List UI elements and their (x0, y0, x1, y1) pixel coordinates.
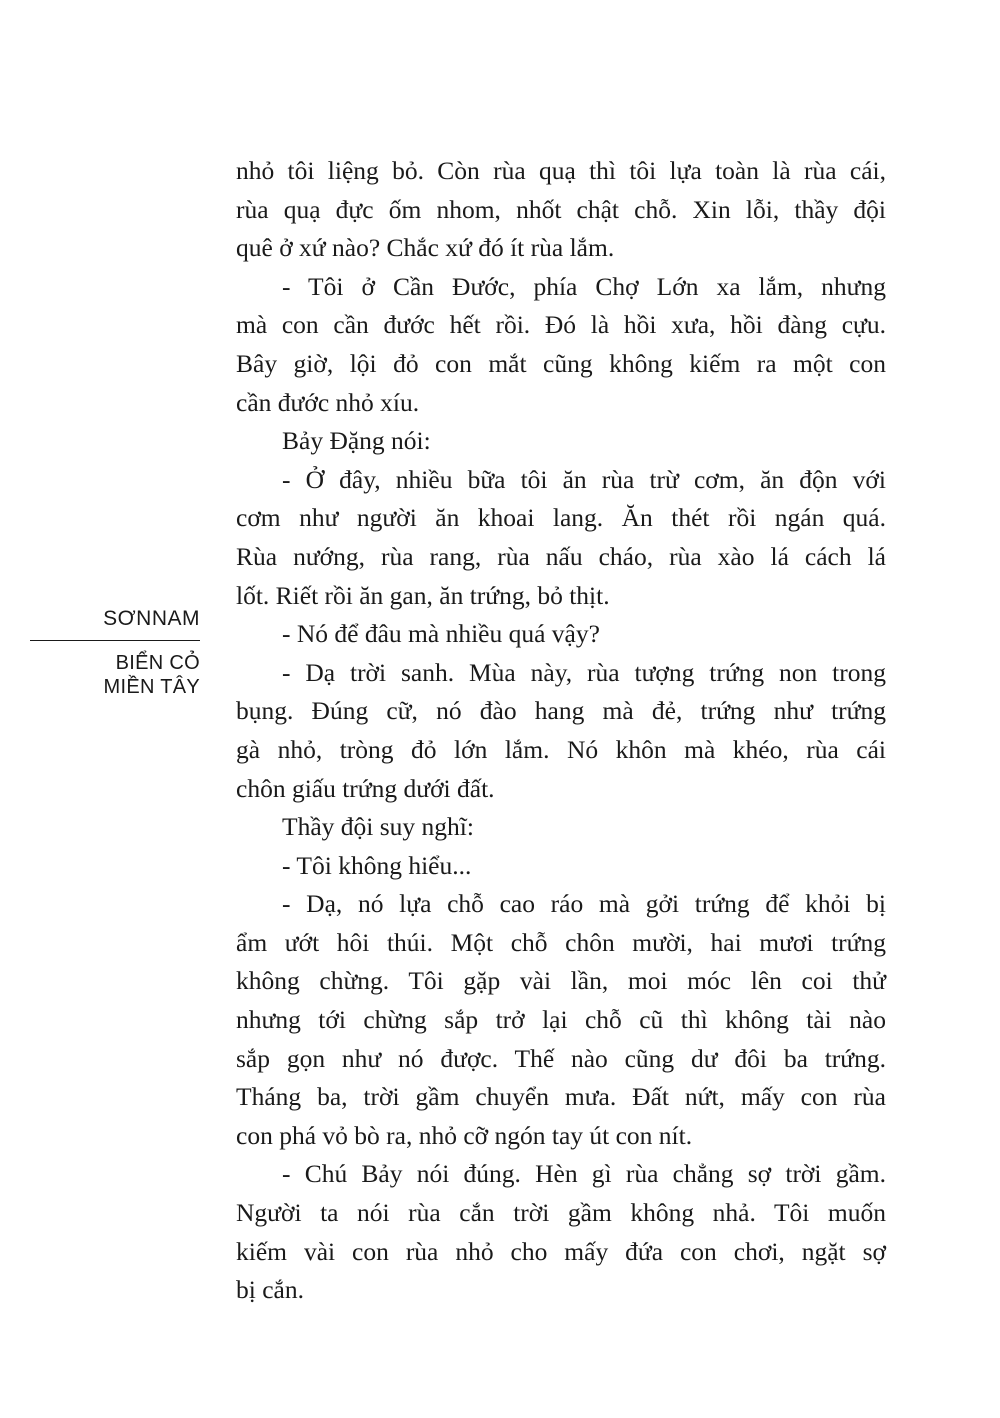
page-body-text (236, 152, 886, 1310)
book-title-line-1: BIỂN CỎ (115, 652, 200, 674)
text-line: nhưng tới chừng sắp trở lại chỗ cũ thì không tài nào (236, 1005, 886, 1035)
text-line: quê ở xứ nào? Chắc xứ đó ít rùa lắm. (236, 233, 615, 263)
text-line: nhỏ tôi liệng bỏ. Còn rùa quạ thì tôi lựa toàn là rùa cái, (236, 156, 886, 185)
text-line: - Tôi không hiểu... (282, 850, 472, 880)
text-line: không chừng. Tôi gặp vài lần, moi móc lên coi thử (236, 966, 886, 996)
text-line: sắp gọn như nó được. Thế nào cũng dư đôi ba trứng. (236, 1043, 886, 1073)
text-line: Tháng ba, trời gầm chuyển mưa. Đất nứt, mấy con rùa (236, 1082, 886, 1112)
text-line: con phá vỏ bò ra, nhỏ cỡ ngón tay út con nít. (236, 1120, 693, 1150)
text-line: - Tôi ở Cần Đước, phía Chợ Lớn xa lắm, nhưng (282, 271, 886, 301)
text-line: - Nó để đâu mà nhiều quá vậy? (282, 619, 600, 649)
text-line: gà nhỏ, tròng đỏ lớn lắm. Nó khôn mà khéo, rùa cái (236, 734, 886, 764)
book-title (30, 641, 200, 699)
text-line: - Dạ trời sanh. Mùa này, rùa tượng trứng non trong (282, 657, 886, 687)
text-line: bị cắn. (236, 1275, 304, 1305)
text-line: - Dạ, nó lựa chỗ cao ráo mà gởi trứng để khỏi bị (282, 889, 886, 919)
text-line: Bảy Đặng nói: (282, 426, 431, 456)
text-line: lốt. Riết rồi ăn gan, ăn trứng, bỏ thịt. (236, 580, 610, 610)
text-line: kiếm vài con rùa nhỏ cho mấy đứa con chơi, ngặt sợ (236, 1236, 886, 1266)
text-line: ẩm ướt hôi thúi. Một chỗ chôn mười, hai mươi trứng (236, 927, 886, 957)
text-line: rùa quạ đực ốm nhom, nhốt chật chỗ. Xin lỗi, thầy đội (236, 194, 886, 224)
text-line: mà con cần đước hết rồi. Đó là hồi xưa, hồi đàng cựu. (236, 310, 886, 340)
text-line: cần đước nhỏ xíu. (236, 387, 420, 417)
author-name: SƠNNAM (103, 607, 200, 630)
text-line: - Ở đây, nhiều bữa tôi ăn rùa trừ cơm, ăn độn với (282, 464, 886, 494)
text-line: Rùa nướng, rùa rang, rùa nấu cháo, rùa xào lá cách lá (236, 541, 886, 571)
text-line: cơm như người ăn khoai lang. Ăn thét rồi ngán quá. (236, 503, 886, 533)
book-title-line-2: MIỀN TÂY (103, 676, 200, 698)
text-line: - Chú Bảy nói đúng. Hèn gì rùa chẳng sợ trời gầm. (282, 1159, 886, 1189)
text-line: Người ta nói rùa cắn trời gầm không nhả. Tôi muốn (236, 1198, 886, 1228)
running-sidebar (30, 606, 200, 699)
text-line: Thầy đội suy nghĩ: (282, 812, 474, 842)
text-line: chôn giấu trứng dưới đất. (236, 773, 495, 803)
text-line: Bây giờ, lội đỏ con mắt cũng không kiếm ra một con (236, 348, 886, 378)
text-line: bụng. Đúng cữ, nó đào hang mà đẻ, trứng như trứng (236, 696, 886, 726)
